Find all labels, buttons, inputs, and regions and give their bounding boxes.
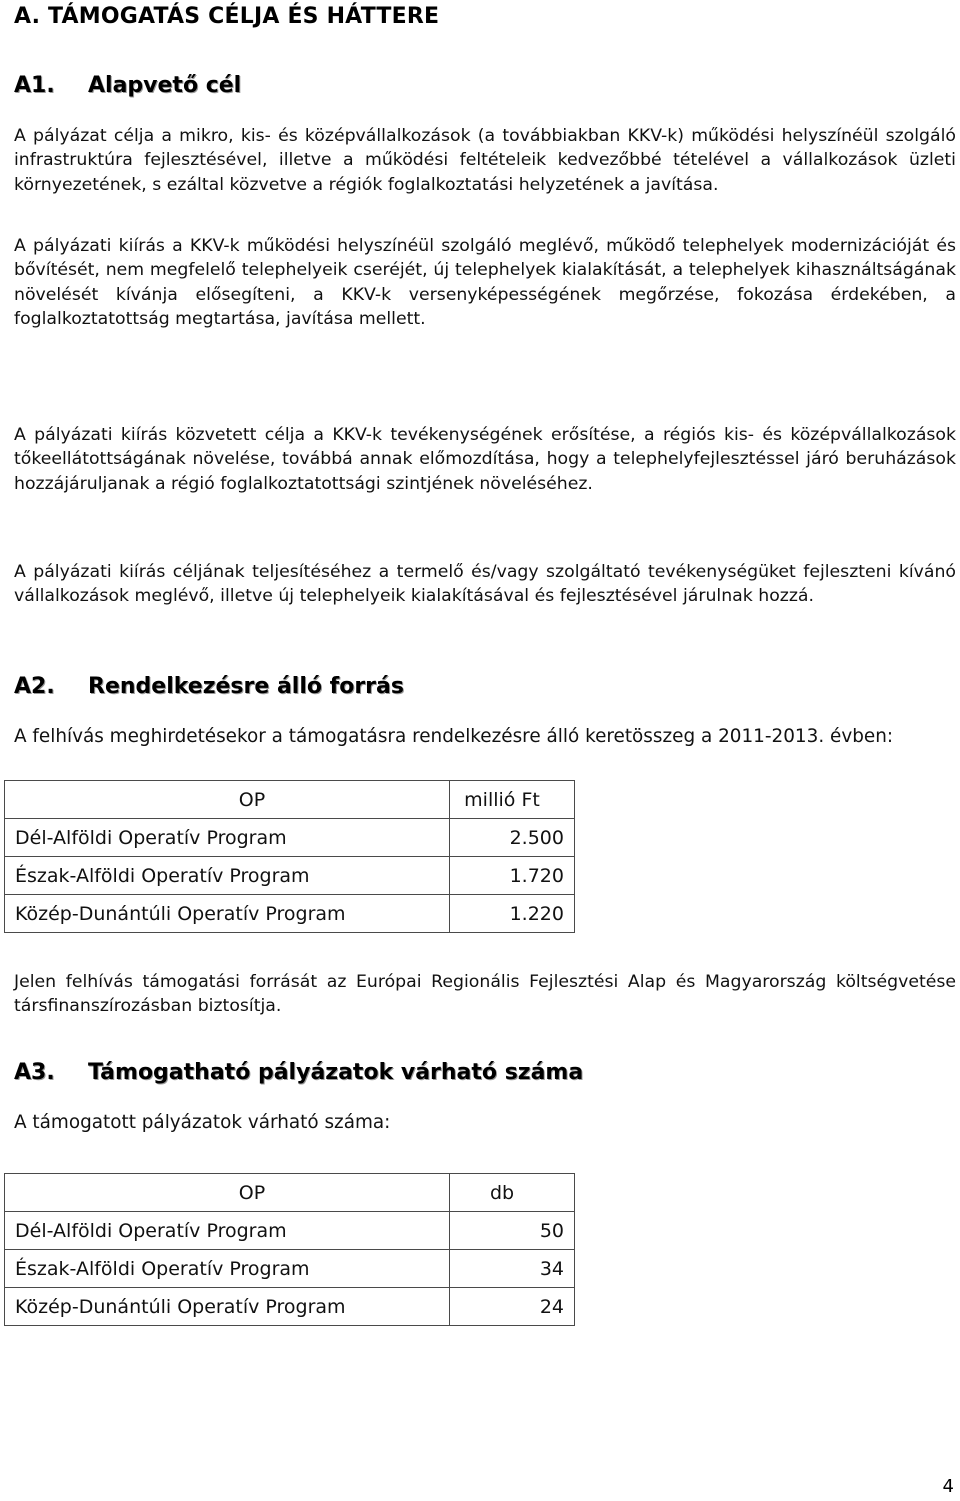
- paragraph: A pályázati kiírás közvetett célja a KKV-k tevékenységének erősítése, a régiós kis- és középvállalkozások tőkeellátottságának növelése, továbbá annak előmozdítása, hogy a telephelyfejlesztéssel járó beruházások hozzájáruljanak a régió foglalkoztatottsági szintjének növeléséhez.: [14, 425, 956, 494]
- table-header-cell: millió Ft: [450, 781, 575, 819]
- table-row: [5, 1288, 575, 1326]
- table-cell: Dél-Alföldi Operatív Program: [5, 1212, 450, 1250]
- table-cell: Dél-Alföldi Operatív Program: [5, 819, 450, 857]
- paragraph: A pályázati kiírás a KKV-k működési helyszínéül szolgáló meglévő, működő telephelyek modernizációját és bővítését, nem megfelelő telephelyeik cseréjét, új telephelyek kialakítását, a telephelyek kihasználtságának növelését kívánja elősegíteni, a KKV-k versenyképességének megőrzése, fokozása érdekében, a foglalkoztatottság megtartása, javítása mellett.: [14, 236, 956, 330]
- table-header-row: [5, 781, 575, 819]
- table-header-cell: OP: [5, 781, 450, 819]
- table-cell: 2.500: [450, 819, 575, 857]
- budget-table: [4, 780, 575, 933]
- table-cell: Közép-Dunántúli Operatív Program: [5, 895, 450, 933]
- table-row: [5, 857, 575, 895]
- table-header-cell: OP: [5, 1174, 450, 1212]
- table-cell: 34: [450, 1250, 575, 1288]
- section-number: A2.: [14, 674, 55, 699]
- paragraph: Jelen felhívás támogatási forrását az Európai Regionális Fejlesztési Alap és Magyarország költségvetése társfinanszírozásban biztosítja.: [14, 972, 956, 1017]
- section-number: A3.: [14, 1060, 55, 1085]
- paragraph: A támogatott pályázatok várható száma:: [14, 1112, 391, 1133]
- table-cell: 1.720: [450, 857, 575, 895]
- main-heading: A. TÁMOGATÁS CÉLJA ÉS HÁTTERE: [14, 4, 440, 29]
- table-cell: Közép-Dunántúli Operatív Program: [5, 1288, 450, 1326]
- table-cell: Észak-Alföldi Operatív Program: [5, 1250, 450, 1288]
- section-title: Alapvető cél: [88, 73, 242, 98]
- table-row: [5, 819, 575, 857]
- table-row: [5, 1250, 575, 1288]
- section-title: Támogatható pályázatok várható száma: [88, 1060, 584, 1085]
- section-title: Rendelkezésre álló forrás: [88, 674, 404, 699]
- table-cell: 1.220: [450, 895, 575, 933]
- table-row: [5, 1212, 575, 1250]
- section-heading-a1: [14, 73, 241, 98]
- table-cell: 50: [450, 1212, 575, 1250]
- page-number: 4: [942, 1476, 954, 1497]
- applications-table: [4, 1173, 575, 1326]
- table-header-cell: db: [450, 1174, 575, 1212]
- paragraph: A pályázat célja a mikro, kis- és középvállalkozások (a továbbiakban KKV-k) működési helyszínéül szolgáló infrastruktúra fejlesztésével, illetve a működési feltételeik kedvezőbbé tételével a vállalkozások üzleti környezetének, s ezáltal közvetve a régiók foglalkoztatási helyzetének a javítása.: [14, 126, 956, 195]
- section-number: A1.: [14, 73, 55, 98]
- section-heading-a2: [14, 674, 404, 699]
- paragraph: A felhívás meghirdetésekor a támogatásra rendelkezésre álló keretösszeg a 2011-2013. évben:: [14, 726, 894, 747]
- table-header-row: [5, 1174, 575, 1212]
- table-cell: Észak-Alföldi Operatív Program: [5, 857, 450, 895]
- paragraph: A pályázati kiírás céljának teljesítéséhez a termelő és/vagy szolgáltató tevékenységüket fejleszteni kívánó vállalkozások meglévő, illetve új telephelyeik kialakításával és fejlesztésével járulnak hozzá.: [14, 562, 956, 607]
- table-row: [5, 895, 575, 933]
- section-heading-a3: [14, 1060, 583, 1085]
- table-cell: 24: [450, 1288, 575, 1326]
